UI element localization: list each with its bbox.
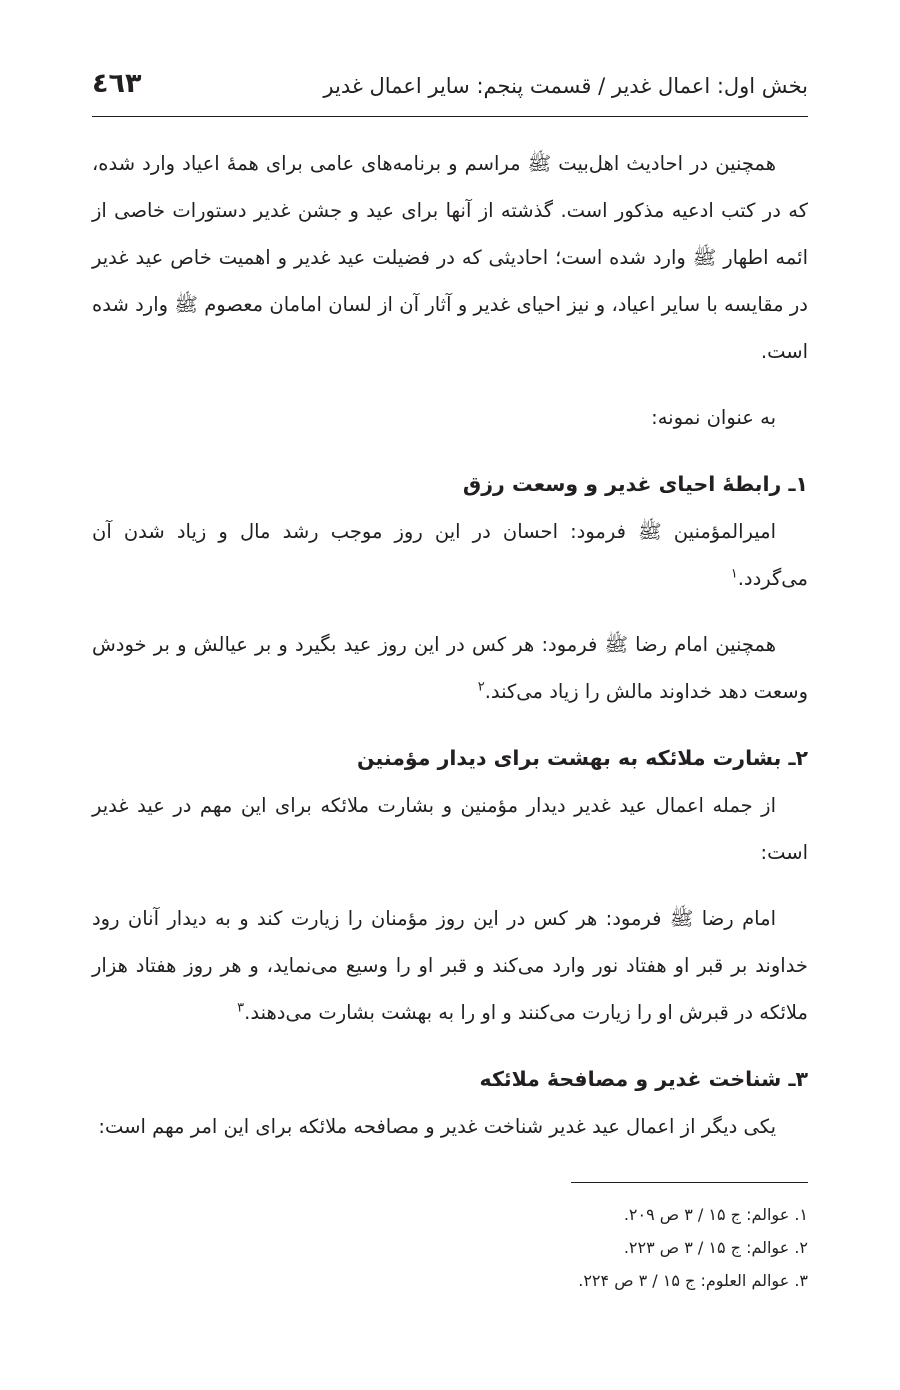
section-2-paragraph-2 [92,895,808,1036]
section-1-paragraph-2-text: همچنین امام رضا ﷺ فرمود: هر کس در این روز عید بگیرد و بر عیالش و بر خودش وسعت دهد خداوند مالش را زیاد می‌کند. [92,633,808,703]
section-1-paragraph-2 [92,621,808,715]
footnote-ref-3[interactable]: ۳ [237,1000,245,1016]
page-number: ٤٦٣ [92,68,142,99]
intro-paragraph: همچنین در احادیث اهل‌بیت ﷺ مراسم و برنامه‌های عامی برای همهٔ اعیاد وارد شده، که در کتب ادعیه مذکور است. گذشته از آنها برای عید و جشن غدیر دستورات خاصی از ائمه اطهار ﷺ وارد شده است؛ احادیثی که در فضیلت عید غدیر و اهمیت خاص عید غدیر در مقایسه با سایر اعیاد، و نیز احیای غدیر و آثار آن از لسان امامان معصوم ﷺ وارد شده است. [92,152,808,363]
section-1-paragraph-1 [92,508,808,602]
running-title: بخش اول: اعمال غدیر / قسمت پنجم: سایر اعمال غدیر [323,74,808,98]
section-2-heading: ۲ـ بشارت ملائکه به بهشت برای دیدار مؤمنین [357,746,808,770]
footnote-2: ۲. عوالم: ج ۱۵ / ۳ ص ۲۲۳. [623,1238,808,1257]
page-body [92,140,808,1158]
book-page [92,0,808,1390]
running-header [92,66,808,117]
section-1-paragraph-1-text: امیرالمؤمنین ﷺ فرمود: احسان در این روز موجب رشد مال و زیاد شدن آن می‌گردد. [92,520,808,590]
footnote-1: ۱. عوالم: ج ۱۵ / ۳ ص ۲۰۹. [623,1205,808,1224]
footnote-3: ۳. عوالم العلوم: ج ۱۵ / ۳ ص ۲۲۴. [578,1271,808,1290]
section-3-paragraph-1: یکی دیگر از اعمال عید غدیر شناخت غدیر و مصافحه ملائکه برای این امر مهم است: [98,1115,776,1138]
footnote-divider [571,1182,808,1183]
footnote-ref-1[interactable]: ۱ [730,566,738,582]
footnotes-list [92,1198,808,1297]
examples-intro: به عنوان نمونه: [651,406,776,429]
footnote-ref-2[interactable]: ۲ [477,679,485,695]
section-2-paragraph-2-text: امام رضا ﷺ فرمود: هر کس در این روز مؤمنان را زیارت کند و به دیدار آنان رود خداوند بر قبر او هفتاد نور وارد می‌کند و قبر او را وسیع می‌نماید، و هر روز هفتاد هزار ملائکه در قبرش او را زیارت می‌کنند و او را به بهشت بشارت می‌دهند. [92,907,808,1024]
section-1-heading: ۱ـ رابطهٔ احیای غدیر و وسعت رزق [462,472,808,496]
section-3-heading: ۳ـ شناخت غدیر و مصافحهٔ ملائکه [479,1067,808,1091]
section-2-paragraph-1: از جمله اعمال عید غدیر دیدار مؤمنین و بشارت ملائکه برای این مهم در عید غدیر است: [92,794,808,864]
